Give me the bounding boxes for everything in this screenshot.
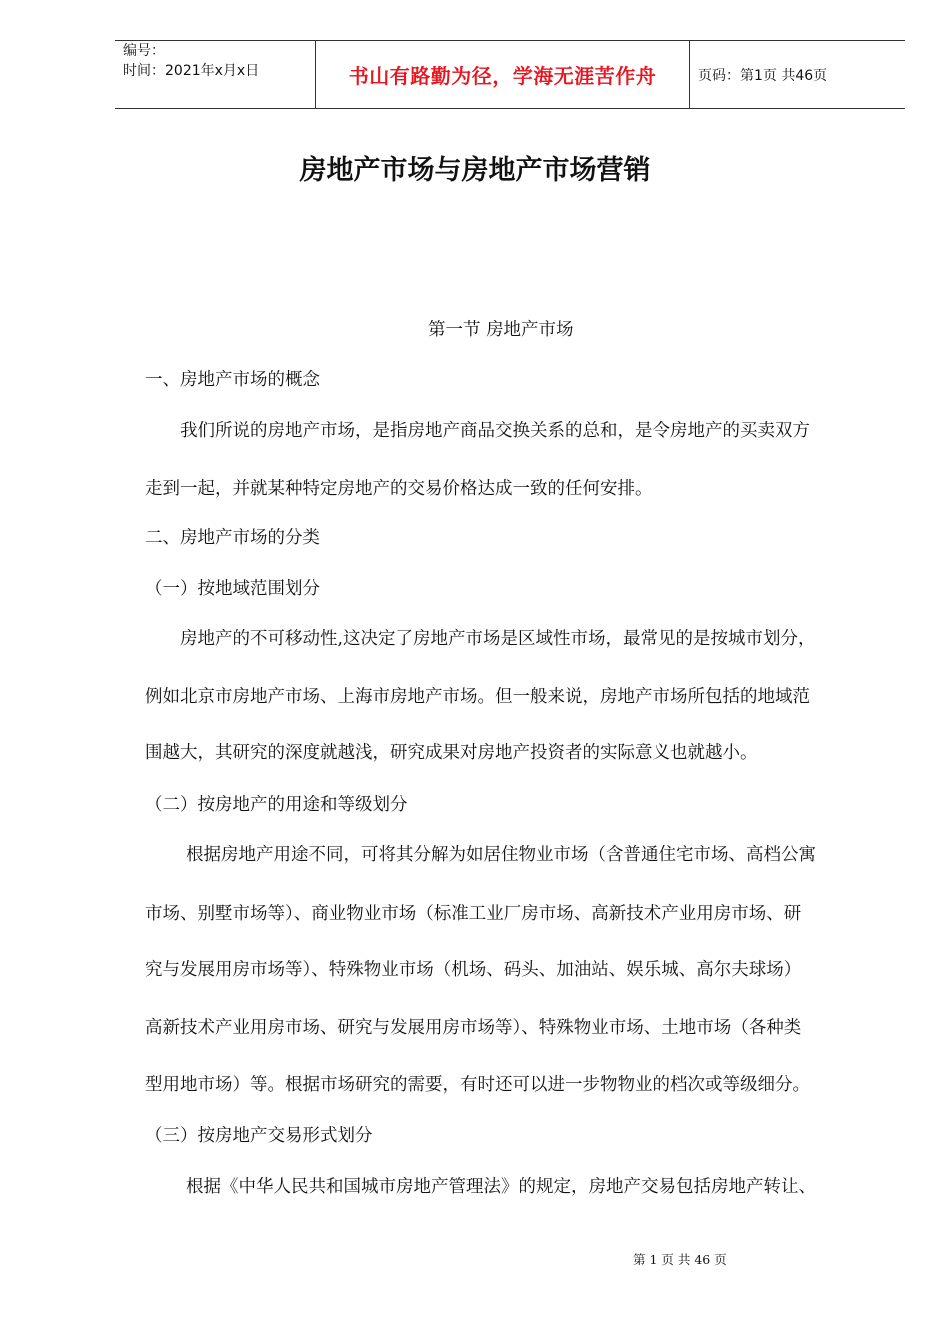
- date-label: 时间：2021年x月x日: [123, 63, 260, 79]
- header-meta-cell: [115, 41, 316, 108]
- paragraph-line: 高新技术产业用房市场、研究与发展用房市场等）、特殊物业市场、土地市场（各种类: [145, 1018, 802, 1038]
- heading-level1: 一、房地产市场的概念: [145, 370, 320, 390]
- paragraph-line: 型用地市场）等。根据市场研究的需要，有时还可以进一步物物业的档次或等级细分。: [145, 1075, 810, 1095]
- paragraph-line: 房地产的不可移动性,这决定了房地产市场是区域性市场，最常见的是按城市划分，: [180, 629, 816, 649]
- serial-number-label: 编号：: [123, 43, 165, 59]
- paragraph-line: 市场、别墅市场等）、商业物业市场（标准工业厂房市场、高新技术产业用房市场、研: [145, 904, 802, 924]
- paragraph-line: 根据《中华人民共和国城市房地产管理法》的规定，房地产交易包括房地产转让、: [186, 1177, 816, 1197]
- motto-text: 书山有路勤为径，学海无涯苦作舟: [348, 64, 657, 88]
- document-title: 房地产市场与房地产市场营销: [299, 155, 651, 186]
- paragraph-line: 走到一起，并就某种特定房地产的交易价格达成一致的任何安排。: [145, 479, 653, 499]
- heading-level2: （一）按地域范围划分: [145, 579, 320, 599]
- heading-level2: （三）按房地产交易形式划分: [145, 1126, 373, 1146]
- header-motto-cell: [316, 41, 690, 108]
- paragraph-line: 根据房地产用途不同，可将其分解为如居住物业市场（含普通住宅市场、高档公寓: [186, 845, 816, 865]
- paragraph-line: 例如北京市房地产市场、上海市房地产市场。但一般来说，房地产市场所包括的地域范: [145, 687, 810, 707]
- footer-page-number: 第 1 页 共 46 页: [633, 1252, 727, 1267]
- paragraph-line: 围越大，其研究的深度就越浅，研究成果对房地产投资者的实际意义也就越小。: [145, 743, 758, 763]
- paragraph-line: 究与发展用房市场等）、特殊物业市场（机场、码头、加油站、娱乐城、高尔夫球场）: [145, 960, 802, 980]
- section-heading: 第一节 房地产市场: [428, 320, 574, 340]
- heading-level1: 二、房地产市场的分类: [145, 528, 320, 548]
- page-header: [115, 40, 905, 109]
- paragraph-line: 我们所说的房地产市场，是指房地产商品交换关系的总和，是令房地产的买卖双方: [180, 421, 810, 441]
- heading-level2: （二）按房地产的用途和等级划分: [145, 795, 408, 815]
- header-page-info: 页码：第1页 共46页: [698, 67, 828, 84]
- header-page-cell: [690, 41, 905, 108]
